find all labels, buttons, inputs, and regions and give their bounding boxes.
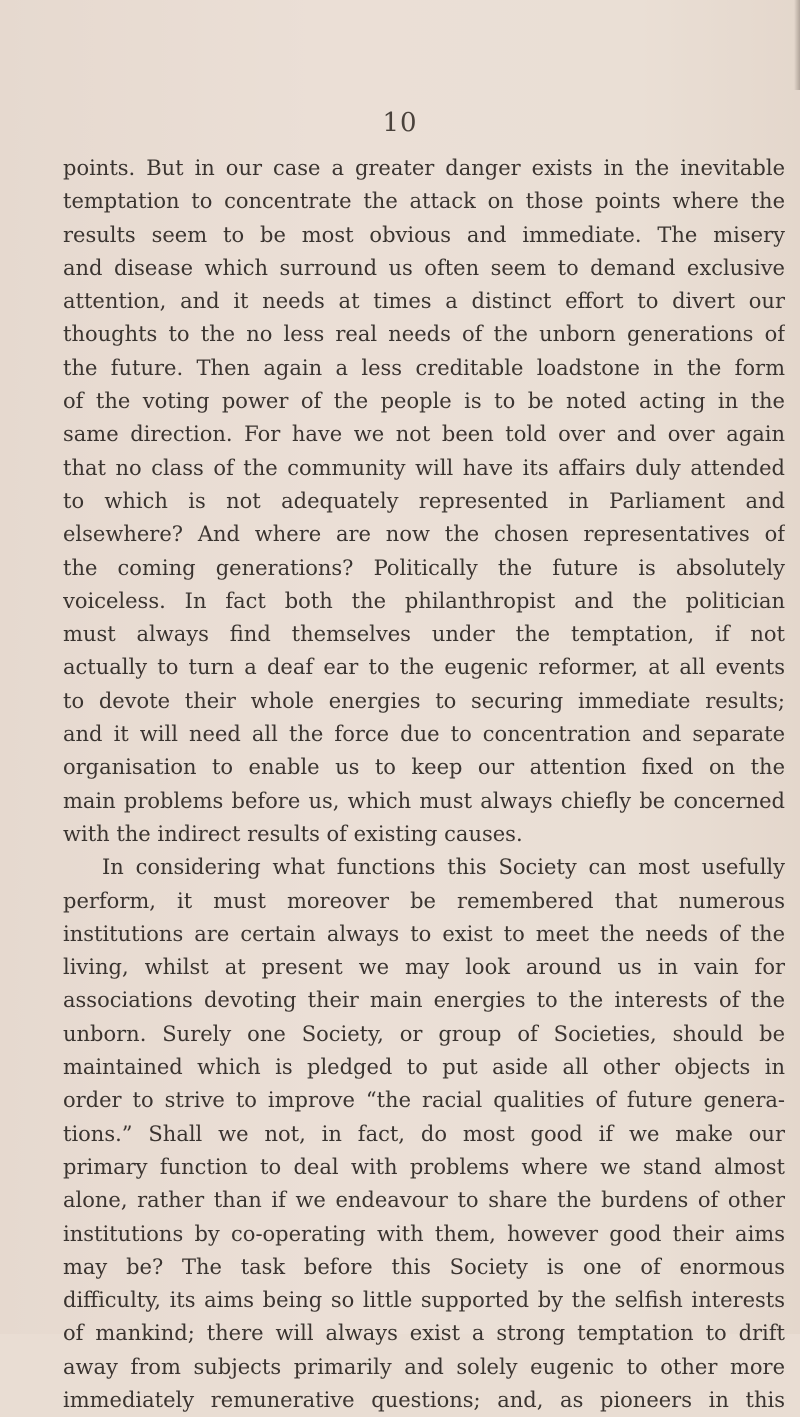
text-line: same direction. For have we not been told over and over again xyxy=(63,422,785,447)
text-line: institutions by co-operating with them, however good their aims xyxy=(63,1221,785,1246)
text-line: primary function to deal with problems where we stand almost xyxy=(63,1154,785,1179)
text-line: that no class of the community will have its affairs duly attended xyxy=(63,455,785,480)
text-line: living, whilst at present we may look around us in vain for xyxy=(63,955,785,980)
paragraph-start-line: In considering what functions this Society can most usefully xyxy=(102,855,785,880)
text-line: and it will need all the force due to concentration and separate xyxy=(63,722,785,747)
text-line: results seem to be most obvious and immediate. The misery xyxy=(63,222,785,247)
text-line: and disease which surround us often seem to demand exclusive xyxy=(63,255,785,280)
text-line: associations devoting their main energies to the interests of the xyxy=(63,988,785,1013)
text-line: difficulty, its aims being so little supported by the selfish interests xyxy=(63,1288,785,1313)
text-line: attention, and it needs at times a distinct effort to divert our xyxy=(63,289,785,314)
text-line: maintained which is pledged to put aside all other objects in xyxy=(63,1055,785,1080)
text-line: of the voting power of the people is to be noted acting in the xyxy=(63,389,785,414)
text-line: tions.” Shall we not, in fact, do most good if we make our xyxy=(63,1121,785,1146)
text-line: away from subjects primarily and solely eugenic to other more xyxy=(63,1354,785,1379)
body-text xyxy=(63,152,785,1417)
text-line: perform, it must moreover be remembered that numerous xyxy=(63,888,785,913)
text-line: main problems before us, which must always chiefly be concerned xyxy=(63,788,785,813)
text-line: unborn. Surely one Society, or group of Societies, should be xyxy=(63,1021,785,1046)
text-line: thoughts to the no less real needs of the unborn generations of xyxy=(63,322,785,347)
text-line: may be? The task before this Society is one of enormous xyxy=(63,1254,785,1279)
text-line: to which is not adequately represented in Parliament and xyxy=(63,488,785,513)
text-line: actually to turn a deaf ear to the eugenic reformer, at all events xyxy=(63,655,785,680)
text-line: to devote their whole energies to securing immediate results; xyxy=(63,688,785,713)
paragraph-end-line: with the indirect results of existing causes. xyxy=(63,821,523,846)
text-line: voiceless. In fact both the philanthropist and the politician xyxy=(63,588,785,613)
text-line: of mankind; there will always exist a strong temptation to drift xyxy=(63,1321,785,1346)
text-line: the coming generations? Politically the future is absolutely xyxy=(63,555,785,580)
text-line: alone, rather than if we endeavour to share the burdens of other xyxy=(63,1188,785,1213)
text-line: organisation to enable us to keep our attention fixed on the xyxy=(63,755,785,780)
text-line: elsewhere? And where are now the chosen representatives of xyxy=(63,522,785,547)
page-edge-shadow xyxy=(794,0,800,90)
text-line: institutions are certain always to exist to meet the needs of the xyxy=(63,921,785,946)
text-line: points. But in our case a greater danger exists in the inevitable xyxy=(63,156,785,180)
text-line: the future. Then again a less creditable loadstone in the form xyxy=(63,355,785,380)
text-line: immediately remunerative questions; and, as pioneers in this xyxy=(63,1387,785,1412)
text-line: order to strive to improve “the racial qualities of future genera- xyxy=(63,1088,785,1113)
page-number: 10 xyxy=(382,108,418,138)
text-line: temptation to concentrate the attack on those points where the xyxy=(63,189,785,214)
text-line: must always find themselves under the temptation, if not xyxy=(63,622,785,647)
